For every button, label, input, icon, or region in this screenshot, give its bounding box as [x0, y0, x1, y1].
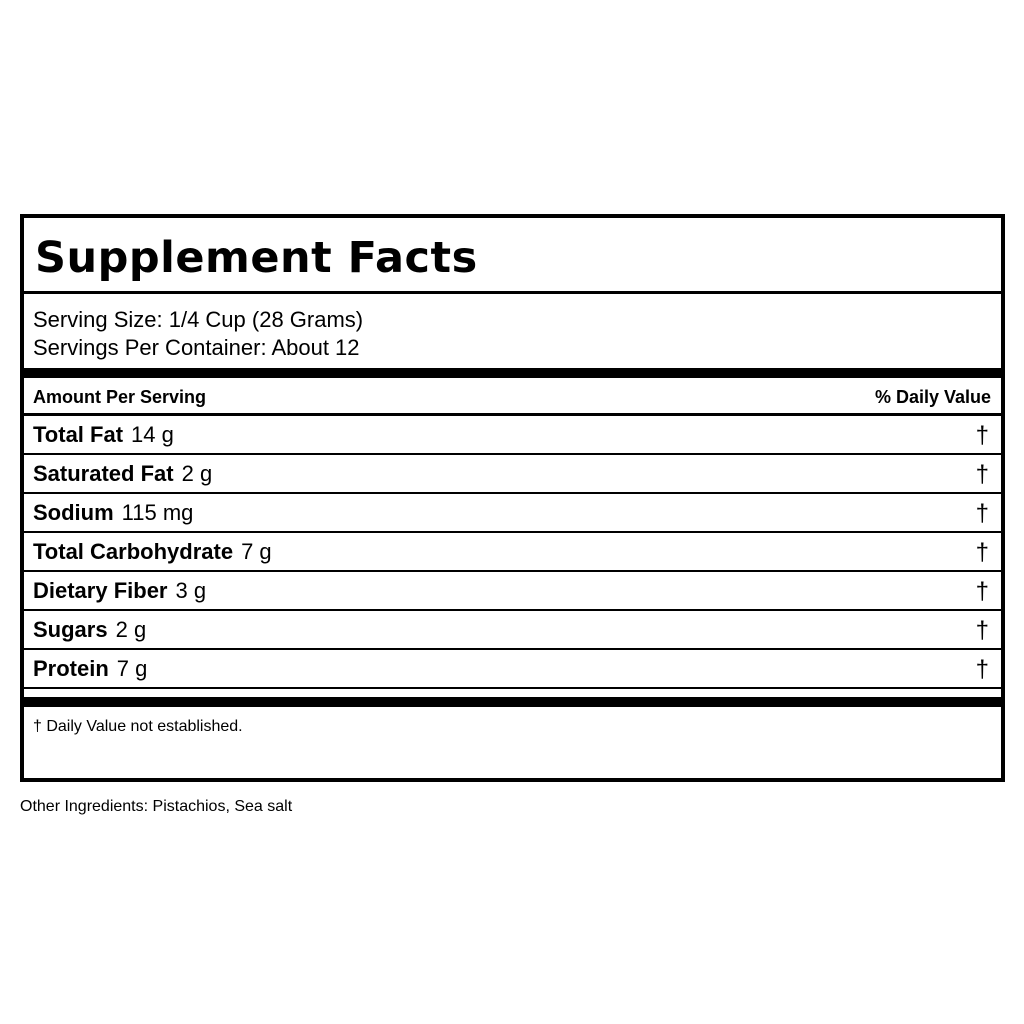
daily-value-footnote: † Daily Value not established.: [33, 718, 243, 735]
nutrient-text: [33, 578, 206, 604]
nutrient-daily-value: †: [975, 461, 989, 488]
nutrient-text: [33, 500, 193, 526]
nutrient-name: Total Carbohydrate: [33, 539, 234, 564]
nutrient-row-dietary-fiber: [24, 572, 1001, 611]
nutrient-row-protein: [24, 650, 1001, 689]
nutrient-daily-value: †: [975, 500, 989, 527]
nutrient-text: [33, 656, 147, 682]
daily-value-header: % Daily Value: [874, 387, 991, 407]
nutrient-row-saturated-fat: [24, 455, 1001, 494]
other-ingredients: Other Ingredients: Pistachios, Sea salt: [20, 798, 293, 815]
table-header: [24, 378, 1001, 416]
divider-bar-top: [24, 368, 1001, 378]
nutrient-amount: 115 mg: [121, 500, 194, 525]
nutrient-amount: 14 g: [131, 422, 174, 447]
nutrient-text: [33, 539, 272, 565]
title-section: [24, 218, 1001, 294]
nutrient-amount: 3 g: [175, 578, 207, 603]
nutrient-text: [33, 461, 212, 487]
nutrient-amount: 2 g: [181, 461, 213, 486]
serving-size: Serving Size: 1/4 Cup (28 Grams): [33, 307, 364, 332]
nutrient-daily-value: †: [975, 578, 989, 605]
supplement-facts-panel: [20, 214, 1005, 782]
nutrient-name: Protein: [33, 656, 109, 681]
nutrient-list: [24, 416, 1001, 689]
nutrient-text: [33, 617, 146, 643]
amount-per-serving-header: Amount Per Serving: [33, 387, 207, 407]
nutrient-name: Sugars: [33, 617, 108, 642]
nutrient-row-sugars: [24, 611, 1001, 650]
nutrient-amount: 2 g: [115, 617, 147, 642]
nutrient-amount: 7 g: [241, 539, 272, 564]
nutrient-daily-value: †: [975, 539, 989, 566]
nutrient-row-total-fat: [24, 416, 1001, 455]
nutrient-name: Sodium: [33, 500, 114, 525]
nutrient-daily-value: †: [975, 422, 989, 449]
nutrient-name: Total Fat: [33, 422, 124, 447]
nutrient-row-sodium: [24, 494, 1001, 533]
nutrient-daily-value: †: [975, 617, 989, 644]
nutrient-amount: 7 g: [116, 656, 148, 681]
nutrient-text: [33, 422, 174, 448]
serving-info: [24, 294, 1001, 369]
panel-title: Supplement Facts: [35, 233, 478, 283]
nutrient-name: Dietary Fiber: [33, 578, 168, 603]
nutrient-row-total-carbohydrate: [24, 533, 1001, 572]
nutrient-daily-value: †: [975, 656, 989, 683]
nutrient-name: Saturated Fat: [33, 461, 174, 486]
divider-bar-bottom: [24, 697, 1001, 707]
servings-per-container: Servings Per Container: About 12: [33, 335, 360, 360]
